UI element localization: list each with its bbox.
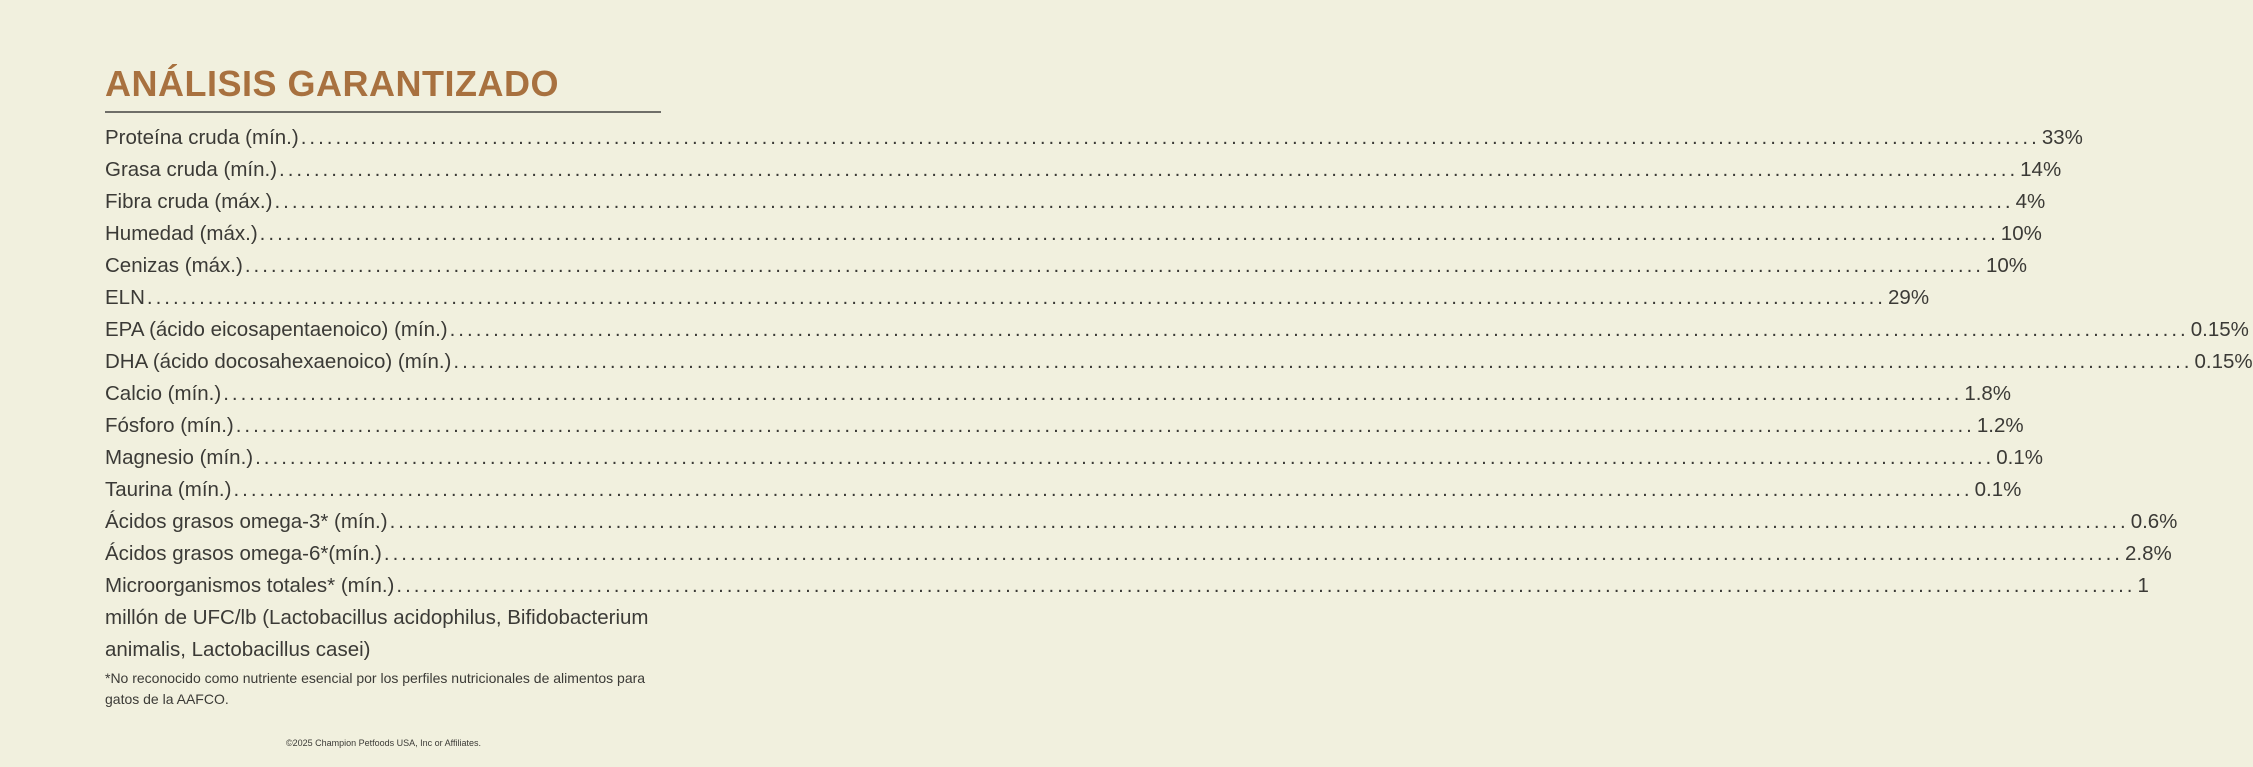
dot-leader: ........................................................................................................................................................................................................: [274, 190, 2014, 213]
row-label: Ácidos grasos omega-6*(mín.): [105, 542, 382, 565]
row-value: 0.1%: [1974, 478, 2022, 501]
analysis-row: [105, 314, 2249, 346]
dot-leader: ........................................................................................................................................................................................................: [300, 126, 2040, 149]
row-value: 1.2%: [1976, 414, 2024, 437]
dot-leader: ........................................................................................................................................................................................................: [259, 222, 1999, 245]
dot-leader: ........................................................................................................................................................................................................: [235, 414, 1975, 437]
dot-leader: ........................................................................................................................................................................................................: [453, 350, 2193, 373]
row-value: 1: [2137, 574, 2149, 597]
row-value: 10%: [2000, 222, 2042, 245]
row-label: Microorganismos totales* (mín.): [105, 574, 395, 597]
dot-leader: ........................................................................................................................................................................................................: [223, 382, 1963, 405]
analysis-row: [105, 474, 2022, 506]
row-label: Fibra cruda (máx.): [105, 190, 273, 213]
analysis-row: [105, 506, 2178, 538]
analysis-row: [105, 378, 2012, 410]
row-label: ELN: [105, 286, 145, 309]
dot-leader: ........................................................................................................................................................................................................: [389, 510, 2129, 533]
row-value: 14%: [2020, 158, 2062, 181]
analysis-row: [105, 410, 2024, 442]
row-value: 0.15%: [2190, 318, 2249, 341]
analysis-row: [105, 538, 2172, 570]
footnote: *No reconocido como nutriente esencial por los perfiles nutricionales de alimentos para gatos de la AAFCO.: [105, 670, 646, 707]
dot-leader: ........................................................................................................................................................................................................: [396, 574, 2136, 597]
row-value: 0.6%: [2130, 510, 2178, 533]
microorganisms-detail: millón de UFC/lb (Lactobacillus acidophilus, Bifidobacterium animalis, Lactobacillus casei): [105, 606, 649, 661]
row-value: 0.1%: [1996, 446, 2043, 469]
row-label: Ácidos grasos omega-3* (mín.): [105, 510, 388, 533]
analysis-row: [105, 282, 1930, 314]
dot-leader: ........................................................................................................................................................................................................: [279, 158, 2019, 181]
analysis-row: [105, 346, 2253, 378]
row-value: 10%: [1985, 254, 2027, 277]
row-value: 4%: [2015, 190, 2046, 213]
analysis-row: [105, 122, 2083, 154]
row-value: 2.8%: [2125, 542, 2172, 565]
row-label: Proteína cruda (mín.): [105, 126, 299, 149]
analysis-table: [105, 122, 2253, 666]
analysis-row: [105, 442, 2043, 474]
row-value: 33%: [2041, 126, 2083, 149]
row-label: Grasa cruda (mín.): [105, 158, 278, 181]
row-label: Humedad (máx.): [105, 222, 258, 245]
row-label: Cenizas (máx.): [105, 254, 243, 277]
dot-leader: ........................................................................................................................................................................................................: [233, 478, 1973, 501]
row-label: Calcio (mín.): [105, 382, 222, 405]
copyright-notice: ©2025 Champion Petfoods USA, Inc or Affiliates.: [285, 738, 482, 748]
title-divider: [105, 111, 661, 113]
row-label: EPA (ácido eicosapentaenoico) (mín.): [105, 318, 448, 341]
dot-leader: ........................................................................................................................................................................................................: [255, 446, 1995, 469]
analysis-row: [105, 250, 2027, 282]
dot-leader: ........................................................................................................................................................................................................: [244, 254, 1984, 277]
row-label: DHA (ácido docosahexaenoico) (mín.): [105, 350, 452, 373]
page-title: ANÁLISIS GARANTIZADO: [105, 63, 559, 104]
analysis-row: [105, 570, 2149, 602]
dot-leader: ........................................................................................................................................................................................................: [383, 542, 2123, 565]
row-label: Taurina (mín.): [105, 478, 232, 501]
row-value: 0.15%: [2194, 350, 2253, 373]
row-value: 29%: [1888, 286, 1930, 309]
dot-leader: ........................................................................................................................................................................................................: [146, 286, 1887, 309]
row-label: Magnesio (mín.): [105, 446, 254, 469]
analysis-row: [105, 186, 2046, 218]
dot-leader: ........................................................................................................................................................................................................: [449, 318, 2189, 341]
row-value: 1.8%: [1964, 382, 2012, 405]
analysis-row: [105, 154, 2062, 186]
row-label: Fósforo (mín.): [105, 414, 234, 437]
analysis-row: [105, 218, 2042, 250]
